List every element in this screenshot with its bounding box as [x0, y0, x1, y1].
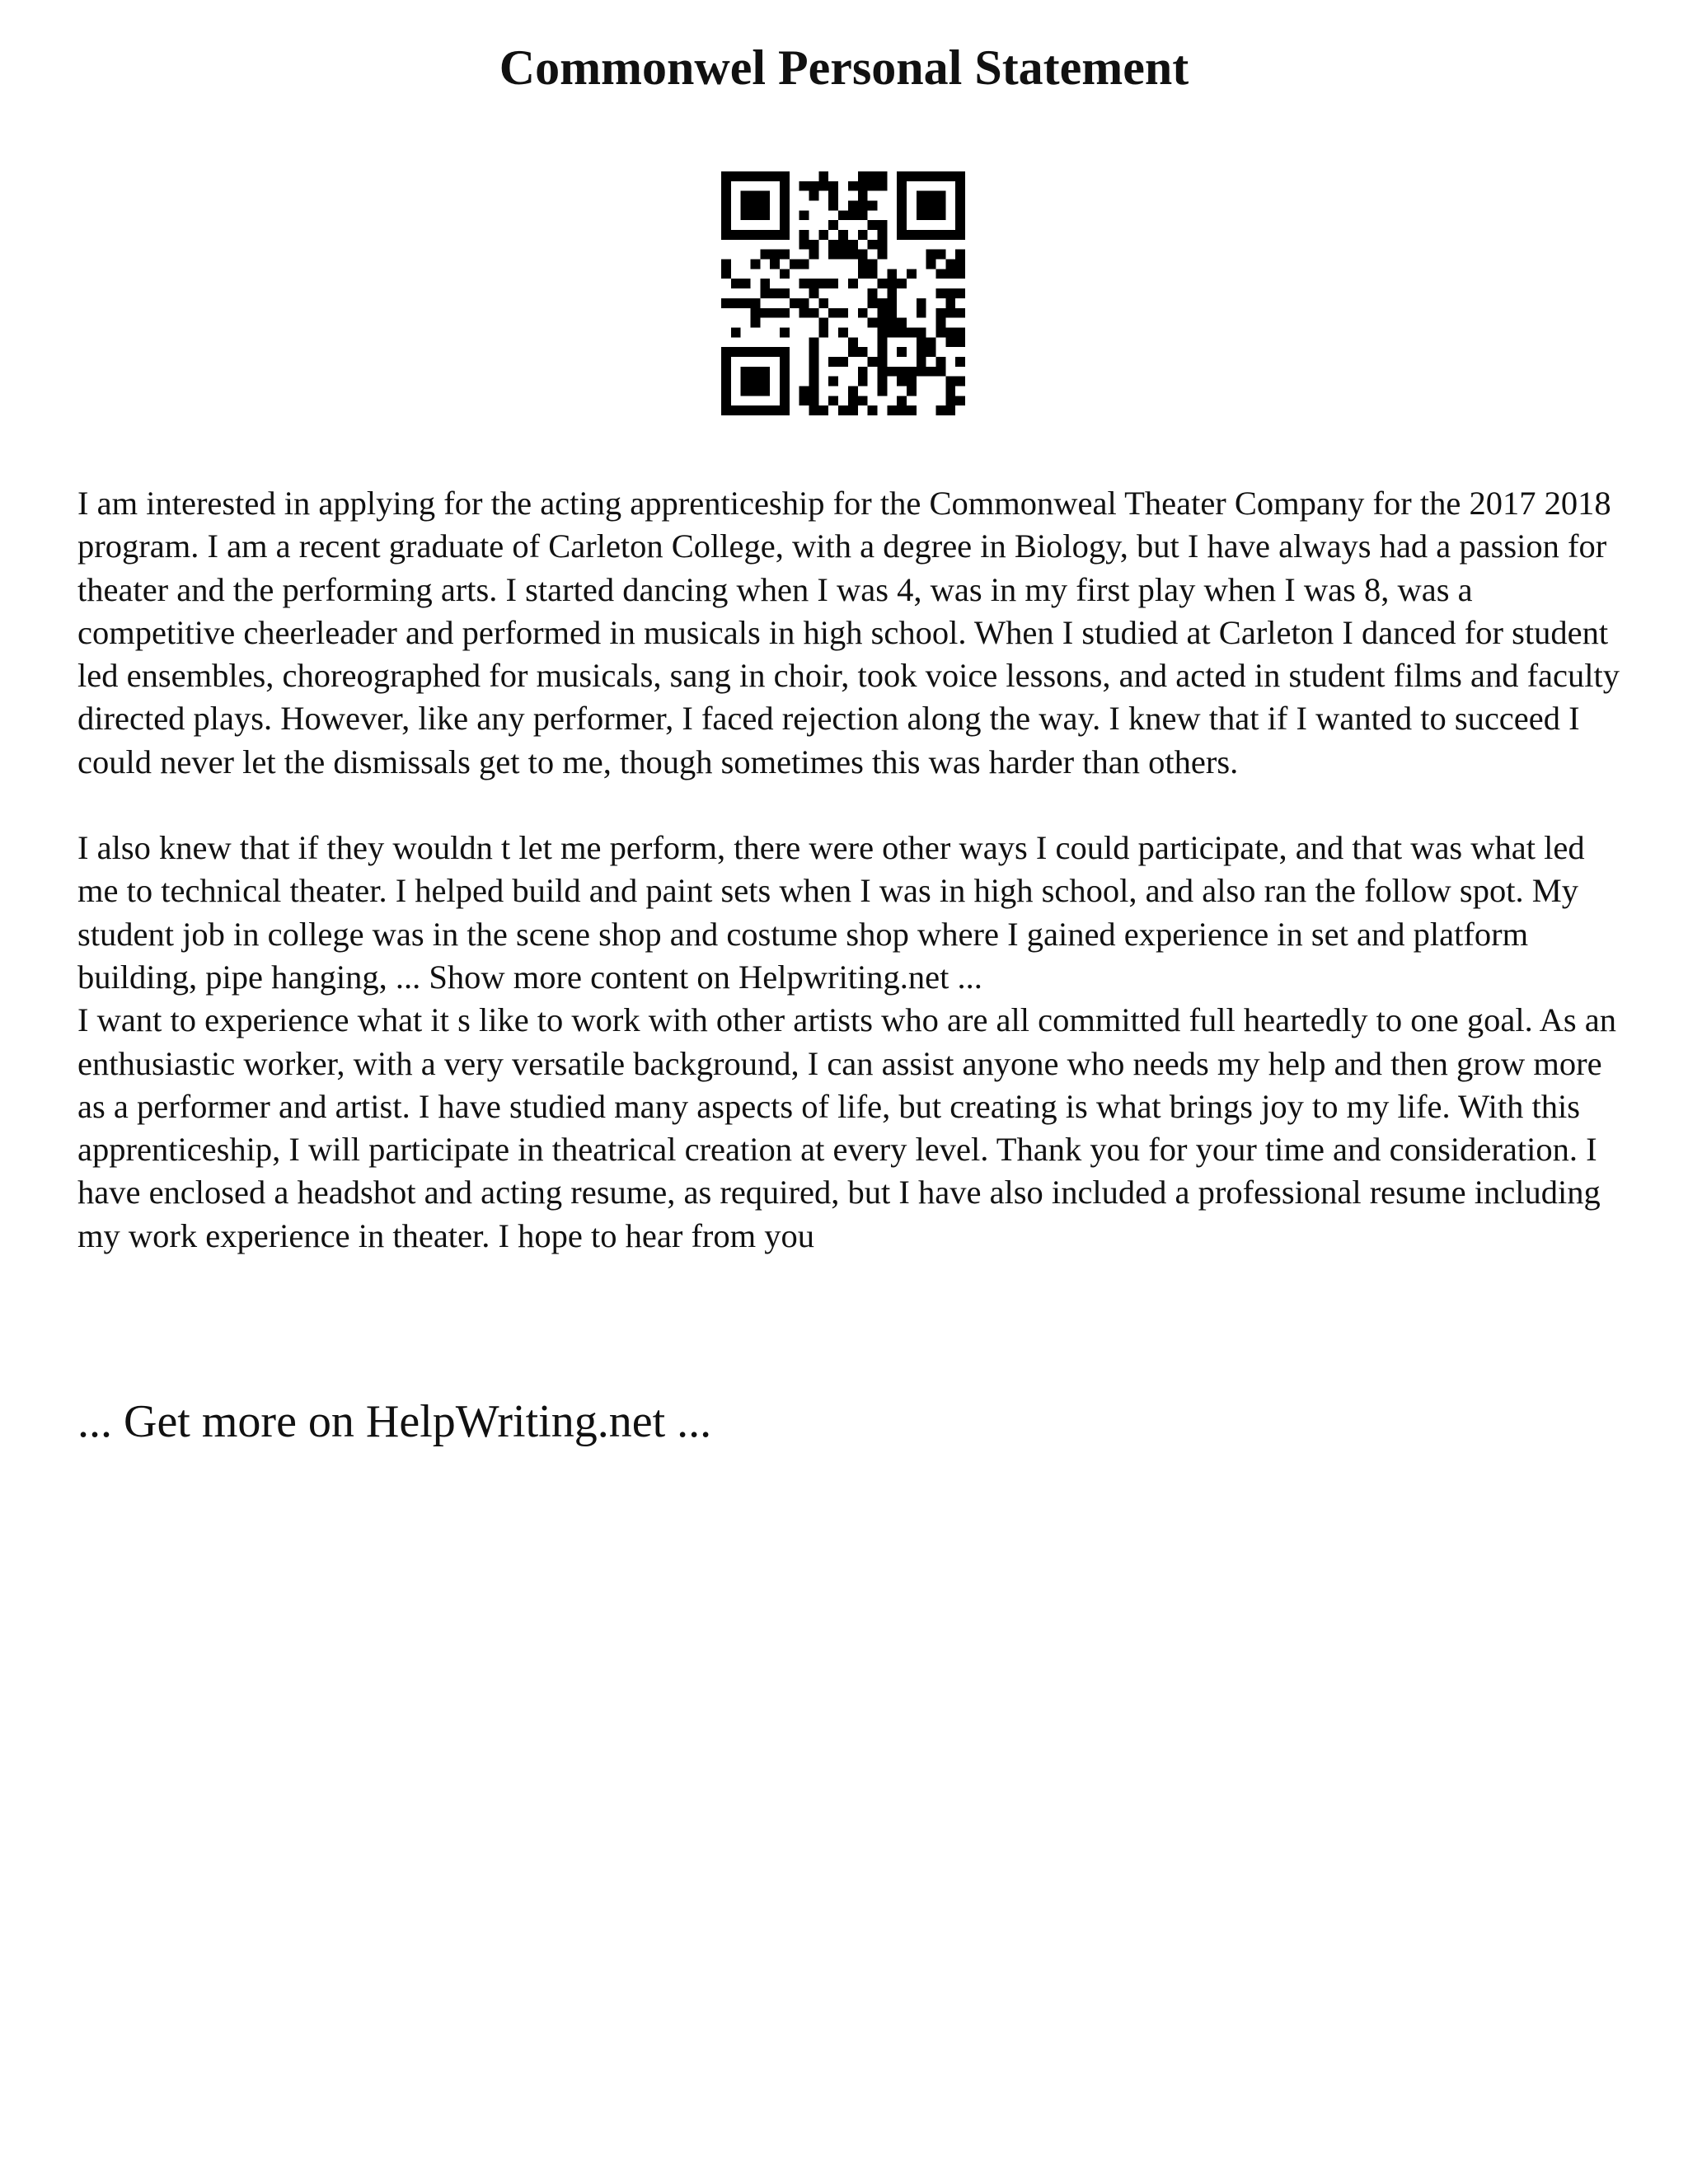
qr-code-icon — [721, 171, 965, 415]
get-more-link[interactable]: ... Get more on HelpWriting.net ... — [77, 1396, 712, 1447]
paragraph-intro: I am interested in applying for the acting apprenticeship for the Commonweal Theater Company for the 2017 2018 program. I am a recent graduate of Carleton College, with a degree in Biology, but I have always had a passion for theater and the performing arts. I started dancing when I was 4, was in my first play when I was 8, was a competitive cheerleader and performed in musicals in high school. When I studied at Carleton I danced for student led ensembles, choreographed for musicals, sang in choir, took voice lessons, and acted in student films and faculty directed plays. However, like any performer, I faced rejection along the way. I knew that if I wanted to succeed I could never let the dismissals get to me, though sometimes this was harder than others. — [77, 485, 1620, 780]
paragraph-closing: I want to experience what it s like to work with other artists who are all committed full heartedly to one goal. As an enthusiastic worker, with a very versatile background, I can assist anyone who needs my help and then grow more as a performer and artist. I have studied many aspects of life, but creating is what brings joy to my life. With this apprenticeship, I will participate in theatrical creation at every level. Thank you for your time and consideration. I have enclosed a headshot and acting resume, as required, but I have also included a professional resume including my work experience in theater. I hope to hear from you — [77, 1001, 1616, 1254]
paragraph-technical: I also knew that if they wouldn t let me perform, there were other ways I could participate, and that was what led me to technical theater. I helped build and paint sets when I was in high school, and also ran the follow spot. My student job in college was in the scene shop and costume shop where I gained experience in set and platform building, pipe hanging, ... Show more content on Helpwriting.net ... — [77, 829, 1585, 996]
page-title: Commonwel Personal Statement — [499, 40, 1189, 95]
statement-body — [77, 482, 1627, 1258]
